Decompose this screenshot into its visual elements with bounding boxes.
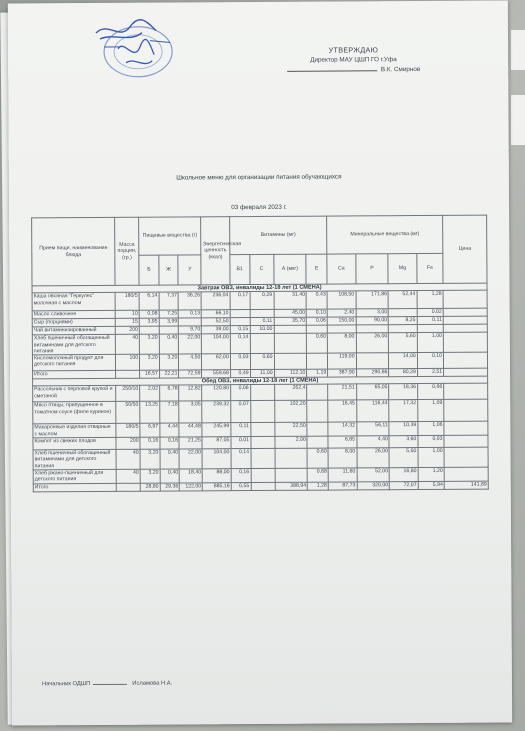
value-cell: 0,60	[307, 448, 328, 468]
value-cell: 10,00	[250, 326, 274, 334]
dish-name-cell: Чай витаминизированный	[32, 327, 115, 336]
dish-name-cell: Итого	[33, 483, 116, 492]
value-cell: 171,86	[356, 291, 389, 309]
value-cell: 52,00	[357, 468, 390, 482]
value-cell	[307, 385, 328, 401]
value-cell: 0,49	[230, 370, 250, 378]
value-cell: 18,40	[180, 469, 203, 483]
subheader-cell: Е	[306, 254, 327, 284]
value-cell: 0,93	[418, 435, 444, 447]
value-cell	[389, 325, 417, 333]
value-cell	[251, 468, 275, 482]
subheader-cell: С	[249, 254, 273, 284]
value-cell	[307, 423, 328, 437]
value-cell: 65,05	[356, 384, 389, 400]
value-cell: 0,16	[140, 437, 160, 449]
section-title: Обед ОВЗ, инвалиды 12-18 лет (1 СМЕНА)	[33, 376, 488, 386]
value-cell: 5,60	[389, 333, 418, 353]
value-cell: 2,40	[327, 309, 355, 317]
value-cell: 8,00	[328, 333, 357, 353]
value-cell: 14,32	[328, 422, 357, 436]
value-cell: 52,44	[388, 291, 417, 309]
subheader-cell: Б	[139, 255, 159, 285]
value-cell: 26,00	[357, 448, 390, 468]
value-cell	[327, 325, 355, 333]
value-cell: 1,00	[417, 333, 443, 353]
value-cell: 16,57	[140, 370, 160, 378]
value-cell: 0,40	[160, 449, 180, 469]
value-cell	[139, 326, 159, 334]
value-cell: 21,25	[179, 437, 202, 449]
value-cell: 13,25	[140, 402, 160, 424]
signer-position: Начальник ОДШП	[41, 681, 91, 688]
value-cell: 29,36	[160, 483, 180, 491]
value-cell: 290,86	[356, 369, 389, 377]
value-cell: 15	[115, 319, 139, 327]
value-cell	[356, 353, 389, 369]
value-cell: 6,85	[328, 436, 356, 448]
menu-table	[31, 215, 489, 493]
value-cell: 102,20	[274, 401, 307, 423]
value-cell: 10	[115, 311, 139, 319]
dish-name-cell: Хлеб ржано-пшеничный для детского питания	[33, 469, 116, 484]
value-cell: 3,99	[159, 318, 179, 326]
value-cell	[159, 326, 179, 334]
value-cell: 1,09	[418, 400, 444, 422]
value-cell: 0,40	[160, 469, 180, 483]
value-cell: 22,00	[180, 449, 203, 469]
subheader-cell: Р	[355, 254, 388, 284]
subheader-cell: Ж	[159, 255, 179, 285]
value-cell: 0,13	[179, 310, 202, 318]
value-cell: 17,32	[389, 400, 418, 422]
paper-edge	[511, 30, 525, 70]
value-cell: 88,00	[203, 469, 232, 483]
value-cell	[444, 467, 488, 481]
value-cell: 40	[115, 335, 139, 355]
header-price: Цена	[443, 215, 487, 283]
value-cell: 1,20	[418, 467, 444, 481]
value-cell: 52,50	[202, 318, 230, 326]
dish-name-cell: Каша овсяная "Геркулес" молочная с маслом	[32, 293, 115, 312]
value-cell: 100	[116, 354, 140, 370]
value-cell: 387,90	[328, 369, 356, 377]
value-cell	[250, 423, 274, 437]
value-cell: 0,17	[230, 292, 250, 310]
dish-name-cell: Итого	[33, 371, 116, 380]
subheader-cell: Са	[327, 254, 356, 284]
table-row	[33, 447, 488, 470]
value-cell	[443, 290, 487, 308]
value-cell: 16,80	[390, 468, 419, 482]
menu-date: 03 февраля 2023 г.	[231, 203, 287, 212]
value-cell: 200	[115, 327, 139, 335]
value-cell	[444, 368, 488, 376]
value-cell: 0,11	[231, 423, 251, 437]
table-body	[32, 283, 488, 492]
value-cell: 87,73	[328, 482, 356, 490]
value-cell: 3,20	[140, 469, 160, 483]
value-cell: 3,20	[140, 354, 160, 370]
subheader-cell: У	[178, 255, 201, 285]
total-row	[33, 481, 488, 492]
value-cell	[275, 448, 308, 468]
value-cell: 6,97	[140, 424, 160, 438]
value-cell	[230, 310, 250, 318]
value-cell	[251, 448, 275, 468]
value-cell	[307, 401, 328, 423]
value-cell	[274, 326, 307, 334]
value-cell	[356, 325, 389, 333]
value-cell: 262,4	[274, 385, 307, 401]
value-cell: 1,00	[418, 447, 444, 467]
table-head	[32, 215, 487, 286]
value-cell: 122,00	[180, 483, 203, 491]
value-cell: 16,45	[328, 400, 357, 422]
value-cell: 2,51	[417, 369, 443, 377]
value-cell	[444, 447, 488, 467]
value-cell: 3,00	[356, 309, 389, 317]
value-cell: 10,39	[389, 422, 418, 436]
value-cell: 22,21	[159, 370, 179, 378]
signature-line	[287, 70, 377, 72]
dish-name-cell: Рассольник с перловой крупой и сметаной	[33, 386, 116, 403]
value-cell: 320,00	[357, 482, 390, 490]
section-title: Завтрак ОВЗ, инвалиды 12-18 лет (1 СМЕНА)	[32, 283, 487, 293]
value-cell: 0,29	[250, 292, 274, 310]
value-cell: 72,07	[390, 482, 418, 490]
value-cell	[116, 483, 140, 491]
value-cell	[443, 332, 487, 352]
value-cell	[275, 468, 308, 482]
value-cell: 11,60	[328, 468, 357, 482]
value-cell	[179, 318, 202, 326]
value-cell: 104,00	[202, 334, 231, 354]
value-cell: 62,00	[202, 354, 231, 370]
header-dish: Прием пищи, наименование блюда	[32, 217, 116, 286]
value-cell: 1,19	[307, 369, 328, 377]
value-cell: 2,00	[275, 436, 308, 448]
value-cell: 87,05	[202, 437, 230, 449]
value-cell: 26,00	[356, 333, 389, 353]
value-cell: 141,89	[444, 481, 488, 489]
value-cell	[443, 316, 487, 324]
value-cell	[251, 482, 275, 490]
value-cell: 7,18	[160, 401, 180, 423]
dish-name-cell: Хлеб пшеничный обогащенный витаминами для детского питания	[33, 449, 116, 469]
value-cell	[250, 385, 274, 401]
value-cell: 6,78	[159, 385, 179, 401]
value-cell: 108,50	[327, 291, 356, 309]
value-cell	[230, 318, 250, 326]
value-cell	[444, 435, 488, 447]
signer-name: Исламова Н.А.	[132, 680, 173, 687]
approval-position: Директор МАУ ЦШП ГО г.Уфа	[310, 56, 397, 64]
value-cell: 885,16	[203, 483, 231, 491]
subheader-cell: А (мкг)	[273, 254, 306, 284]
value-cell: 388,94	[275, 482, 308, 490]
value-cell: 3,95	[139, 318, 159, 326]
value-cell: 0,10	[307, 309, 328, 317]
value-cell: 3,20	[159, 354, 179, 370]
value-cell: 12,82	[179, 385, 202, 401]
value-cell: 250/10	[116, 386, 140, 402]
value-cell: 39,00	[202, 326, 230, 334]
value-cell: 36,26	[179, 292, 202, 310]
value-cell: 90,00	[356, 317, 389, 325]
value-cell	[444, 352, 488, 368]
value-cell: 0,16	[231, 469, 251, 483]
value-cell: 11,00	[250, 370, 274, 378]
value-cell: 180/5	[116, 424, 140, 438]
value-cell: 0,10	[417, 353, 443, 369]
value-cell: 18,36	[389, 384, 418, 400]
value-cell: 236,04	[202, 292, 231, 310]
header-vitamins: Витамины (мг)	[229, 216, 327, 255]
subheader-cell: Fe	[417, 253, 443, 283]
table-row	[32, 332, 487, 355]
dish-name-cell: Хлеб пшеничный обогащенный витаминами для детского питания	[32, 335, 115, 355]
value-cell: 2,02	[140, 386, 160, 402]
value-cell: 44,48	[179, 423, 202, 437]
value-cell: 7,37	[159, 292, 179, 310]
value-cell: 245,99	[202, 423, 231, 437]
approval-title: УТВЕРЖДАЮ	[328, 45, 379, 55]
value-cell: 9,70	[179, 326, 202, 334]
value-cell	[444, 400, 488, 422]
value-cell	[307, 436, 328, 448]
value-cell: 21,51	[328, 384, 357, 400]
value-cell	[443, 308, 487, 316]
value-cell: 0,15	[230, 326, 250, 334]
value-cell: 0,55	[231, 483, 251, 491]
value-cell: 559,68	[202, 370, 230, 378]
dish-name-cell: Сыр (порциями)	[32, 319, 115, 328]
value-cell: 14,00	[389, 353, 418, 369]
value-cell: 0,40	[159, 334, 179, 354]
value-cell: 3,60	[389, 436, 417, 448]
value-cell: 1,28	[308, 482, 329, 490]
signer-signature	[93, 684, 127, 685]
menu-title: Школьное меню для организации питания обучающихся	[176, 173, 342, 182]
header-minerals: Минеральные вещества (мг)	[327, 215, 443, 254]
value-cell: 8,00	[328, 448, 357, 468]
value-cell: 6,14	[139, 292, 159, 310]
value-cell: 7,25	[159, 310, 179, 318]
value-cell: 0,02	[417, 309, 443, 317]
value-cell: 40	[116, 469, 140, 483]
value-cell	[250, 436, 274, 448]
value-cell: 200	[116, 437, 140, 449]
value-cell	[250, 334, 274, 354]
subheader-cell: В1	[230, 255, 250, 285]
value-cell: 3,20	[139, 334, 159, 354]
value-cell: 22,50	[274, 423, 307, 437]
value-cell	[307, 325, 328, 333]
value-cell: 0,07	[231, 401, 251, 423]
value-cell: 4,40	[357, 436, 390, 448]
dish-name-cell: Масло сливочное	[32, 311, 115, 320]
value-cell: 0,08	[139, 310, 159, 318]
subheader-cell: Mg	[388, 254, 417, 284]
value-cell: 50/50	[116, 402, 140, 424]
value-cell: 239,32	[202, 401, 231, 423]
header-energy: Энергетическая ценность (ккал)	[201, 217, 230, 285]
value-cell: 4,50	[179, 354, 202, 370]
value-cell: 5,94	[418, 481, 444, 489]
value-cell: 31,40	[274, 292, 307, 310]
value-cell: 45,00	[274, 310, 307, 318]
value-cell: 4,44	[160, 423, 180, 437]
value-cell: 35,70	[274, 318, 307, 326]
value-cell	[443, 324, 487, 332]
header-nutrients: Пищевые вещества (г)	[139, 217, 202, 255]
dish-name-cell: Мясо птицы, припущенное в томатном соусе (филе куриное)	[33, 402, 116, 425]
value-cell: 0,11	[250, 318, 274, 326]
value-cell: 0,68	[308, 468, 329, 482]
value-cell: 66,10	[202, 310, 230, 318]
value-cell: 1,06	[418, 422, 444, 436]
value-cell: 116,44	[356, 400, 389, 422]
paper-edge	[511, 95, 525, 145]
value-cell: 80,29	[389, 369, 417, 377]
value-cell: 0,66	[417, 384, 443, 400]
value-cell: 1,28	[417, 291, 443, 309]
table-row	[33, 400, 488, 425]
value-cell: 40	[116, 449, 140, 469]
official-stamp	[90, 18, 182, 81]
value-cell: 3,05	[179, 401, 202, 423]
value-cell	[417, 325, 443, 333]
value-cell: 0,60	[307, 333, 328, 353]
value-cell	[307, 353, 328, 369]
value-cell: 8,25	[389, 317, 417, 325]
value-cell: 104,00	[202, 449, 231, 469]
value-cell: 22,00	[179, 334, 202, 354]
value-cell: 0,60	[250, 354, 274, 370]
value-cell: 180/5	[115, 293, 139, 311]
value-cell: 5,60	[389, 448, 418, 468]
value-cell: 56,11	[356, 422, 389, 436]
value-cell: 0,06	[230, 385, 250, 401]
value-cell: 119,00	[328, 353, 357, 369]
value-cell	[274, 334, 307, 354]
value-cell	[444, 422, 488, 436]
signature-block	[42, 681, 172, 688]
value-cell	[274, 353, 307, 369]
value-cell: 72,59	[179, 370, 202, 378]
value-cell: 3,20	[140, 449, 160, 469]
value-cell: 0,14	[230, 334, 250, 354]
value-cell: 0,06	[307, 317, 328, 325]
value-cell: 0,11	[417, 317, 443, 325]
value-cell: 0,01	[231, 437, 251, 449]
dish-name-cell: Кисломолочный продукт для детского питания	[32, 355, 115, 372]
value-cell: 120,80	[202, 385, 231, 401]
value-cell: 0,14	[231, 449, 251, 469]
dish-name-cell: Компот из свежих плодов	[33, 437, 116, 450]
approval-name: В.К. Смирнов	[380, 66, 421, 74]
value-cell	[389, 309, 417, 317]
value-cell: 150,00	[327, 317, 355, 325]
value-cell	[250, 310, 274, 318]
value-cell: 0,03	[230, 354, 250, 370]
value-cell: 28,80	[140, 483, 160, 491]
value-cell: 112,10	[274, 369, 307, 377]
dish-name-cell: Макаронные изделия отварные с маслом	[33, 424, 116, 438]
approval-block	[287, 45, 421, 76]
menu-document	[8, 0, 512, 725]
value-cell	[444, 384, 488, 400]
value-cell: 0,16	[160, 437, 180, 449]
header-mass: Масса порции, (гр.)	[115, 217, 139, 285]
value-cell	[250, 401, 274, 423]
value-cell	[116, 370, 140, 378]
value-cell: 0,43	[306, 291, 327, 309]
